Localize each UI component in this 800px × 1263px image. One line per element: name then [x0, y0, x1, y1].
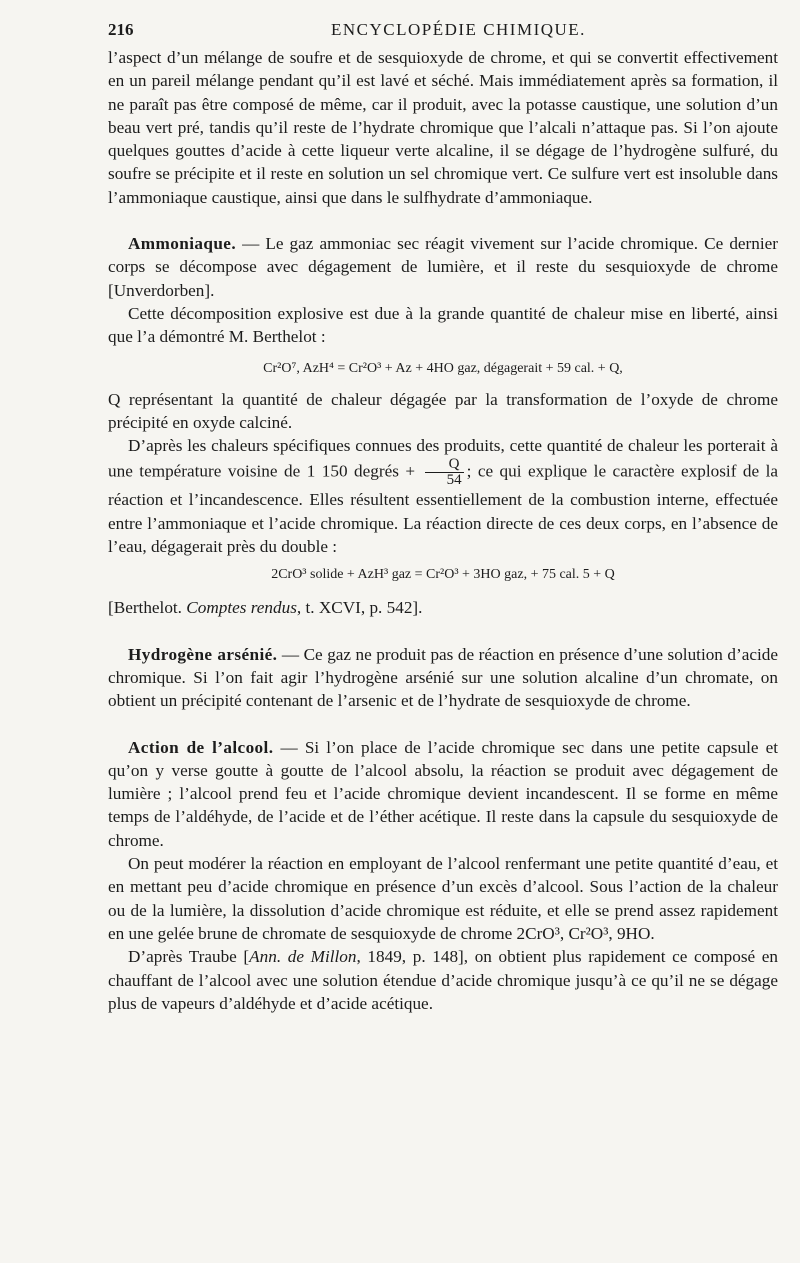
fraction-q-54 [425, 457, 464, 488]
section-action-alcool [108, 736, 778, 852]
traube-journal: Ann. de Millon [249, 947, 357, 967]
running-title: ENCYCLOPÉDIE CHIMIQUE. [331, 20, 586, 39]
paragraph-q: Q représentant la quantité de chaleur dégagée par la transformation de l’oxyde de chrome précipité en oxyde calciné. [108, 389, 778, 432]
traube-end: , 1849, p. 148], on obtient plus rapidement ce composé en chauffant de l’alcool avec une solution étendue d’acide chromique jusqu’à ce qu’il ne se dégage plus de vapeurs d’aldéhyde et d’acide acétique. [108, 947, 779, 1013]
paragraph-traube [108, 945, 778, 1015]
section-text-alcool: — Si l’on place de l’acide chromique sec dans une petite capsule et qu’on y verse goutte à goutte de l’alcool absolu, la réaction se produit avec dégagement de lumière ; l’alcool prend feu et l’acide chromique devient incandescent. Il se forme en même temps de l’aldéhyde, de l’acide et de l’éther acétique. Il reste dans la capsule du sesquioxyde de chrome. [108, 737, 778, 850]
section-text-hydrogene: — Ce gaz ne produit pas de réaction en présence d’une solution d’acide chromique. Si l’on fait agir l’hydrogène arsénié sur une solution alcaline d’un chromate, on obtient un précipité contenant de l’arsenic et de l’hydrate de sesquioxyde de chrome. [108, 644, 778, 711]
paragraph-chaleurs-end: ; ce qui explique le caractère explosif de la réaction et l’incandescence. Elles résultent essentiellement de la combustion interne, effectuée entre l’ammoniaque et l’acide chromique. La réaction directe de ces deux corps, en l’absence de l’eau, dégagerait près du double : [108, 461, 779, 557]
section-title-hydrogene: Hydrogène arsénié. [128, 644, 278, 664]
paragraph-berthelot: Cette décomposition explosive est due à la grande quantité de chaleur mise en liberté, ainsi que l’a démontré M. Berthelot : [108, 303, 778, 347]
page-number: 216 [108, 20, 134, 39]
paragraph-continuation: l’aspect d’un mélange de soufre et de sesquioxyde de chrome, et qui se convertit effectivement en un pareil mélange pendant qu’il est lavé et séché. Mais immédiatement après sa formation, il ne paraît pas être composé de même, car il produit, avec la potasse caustique, une solution d’un beau vert pré, tandis qu’il reste de l’hydrate chromique que l’alcali n’attaque pas. Si l’on ajoute quelques gouttes d’acide à cette liqueur verte alcaline, il se dégage de l’hydrogène sulfuré, du soufre se précipite et il reste en solution un sel chromique vert. Ce sulfure vert est insoluble dans l’ammoniaque caustique, ainsi que dans le sulfhydrate d’ammoniaque. [108, 48, 778, 207]
section-text-ammoniaque: — Le gaz ammoniac sec réagit vivement sur l’acide chromique. Ce dernier corps se décompose avec dégagement de lumière, et il reste du sesquioxyde de chrome [Unverdorben]. [108, 234, 778, 300]
equation-1: Cr²O⁷, AzH⁴ = Cr²O³ + Az + 4HO gaz, dégagerait + 59 cal. + Q, [263, 360, 623, 376]
page-body [108, 46, 778, 1015]
reference-berthelot [108, 596, 778, 619]
section-ammoniaque [108, 232, 778, 302]
equation-2: 2CrO³ solide + AzH³ gaz = Cr²O³ + 3HO gaz, + 75 cal. 5 + Q [271, 567, 615, 583]
paragraph-moderer: On peut modérer la réaction en employant de l’alcool renfermant une petite quantité d’eau, et en mettant peu d’acide chromique en présence d’un excès d’alcool. Sous l’action de la chaleur ou de la lumière, la dissolution d’acide chromique est réduite, et elle se prend assez rapidement en une gelée brune de chromate de sesquioxyde de chrome 2CrO³, Cr²O³, 9HO. [108, 854, 778, 943]
section-hydrogene-arsenie [108, 643, 778, 713]
section-title-alcool: Action de l’alcool. [128, 737, 274, 757]
reference-journal: Comptes rendus [186, 598, 297, 618]
fraction-denominator: 54 [446, 472, 462, 489]
fraction-numerator: Q [425, 457, 464, 473]
paragraph-chaleurs [108, 434, 778, 558]
reference-close: , t. XCVI, p. 542]. [296, 598, 423, 618]
section-title-ammoniaque: Ammoniaque. [128, 234, 237, 254]
traube-start: D’après Traube [ [128, 947, 250, 967]
reference-open: [Berthelot. [108, 598, 187, 618]
page-header [108, 20, 776, 44]
paragraph-chaleurs-start: D’après les chaleurs spécifiques connues des produits, cette quantité de chaleur les porterait à une température voisine de 1 150 degrés + [108, 436, 778, 481]
